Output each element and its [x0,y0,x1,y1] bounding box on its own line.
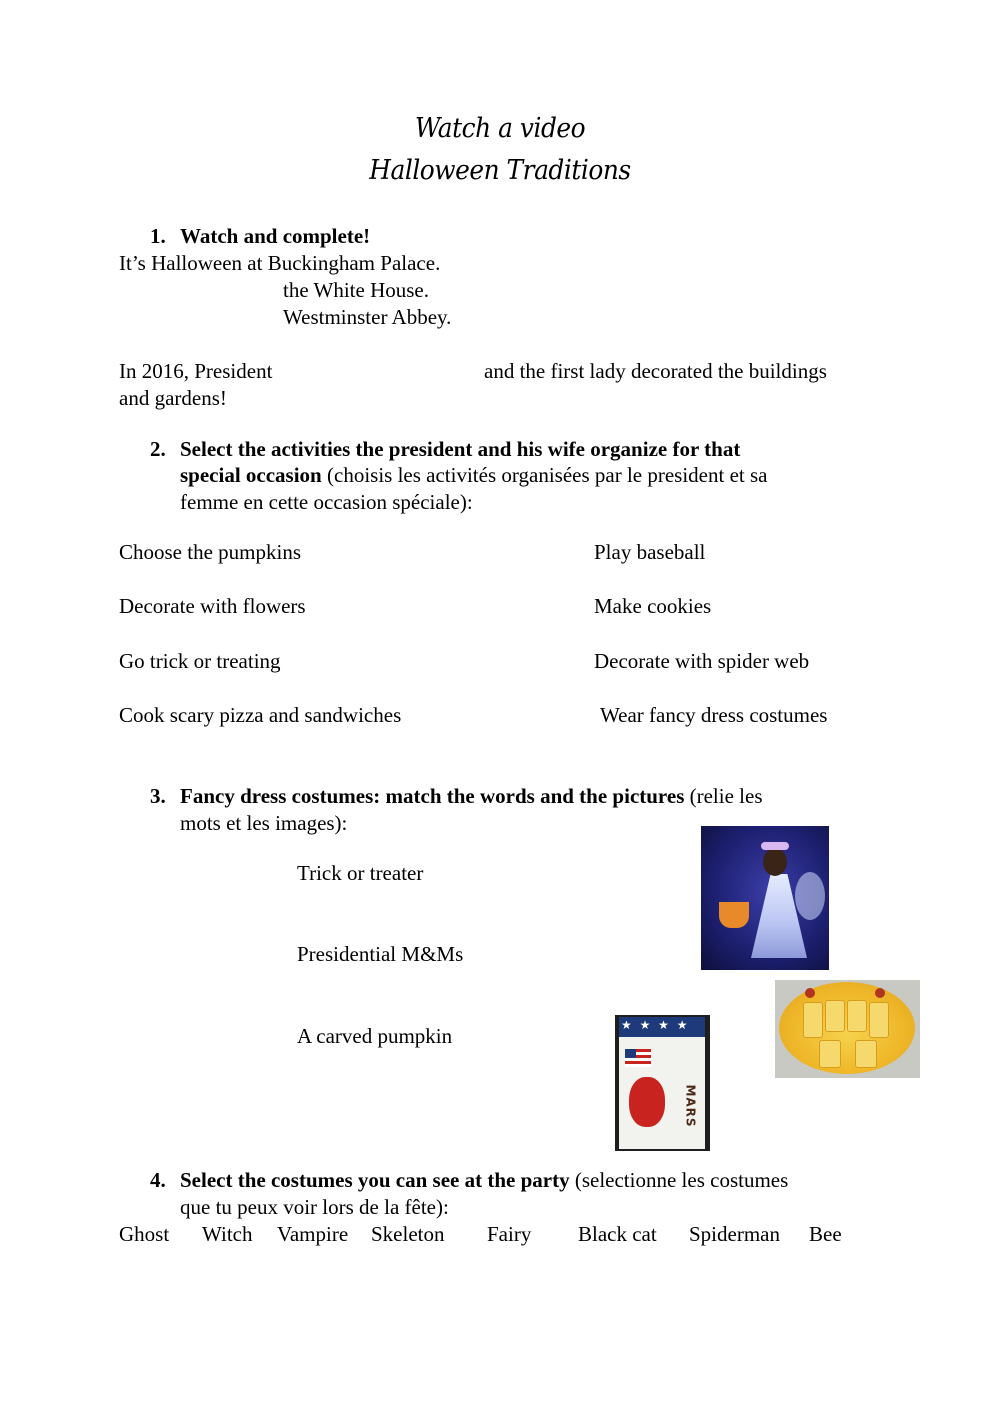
candy-bucket-shape [719,902,749,928]
activity-option[interactable]: Choose the pumpkins [119,540,301,564]
section4-heading-bold: Select the costumes you can see at the party [180,1168,570,1192]
section2-heading-bold: special occasion [180,463,322,487]
section3-heading-line2: mots et les images): [180,811,348,835]
section2-heading-rest: (choisis les activités organisées par le president et sa [321,463,768,487]
pumpkin-eye-shape [805,988,815,998]
section1-sentence-end: and the first lady decorated the buildings [484,359,827,383]
costume-option[interactable]: Vampire [277,1222,349,1246]
section2-heading-line1: Select the activities the president and his wife organize for that [180,437,741,461]
section3-heading-bold: Fancy dress costumes: match the words and the pictures [180,784,685,808]
section1-sentence-cont: and gardens! [119,386,227,410]
activity-option[interactable]: Make cookies [594,594,712,618]
activity-option[interactable]: Decorate with spider web [594,649,810,673]
costume-option[interactable]: Fairy [487,1222,532,1246]
section3-heading-line1 [180,783,763,810]
costume-option[interactable]: Spiderman [689,1222,780,1246]
costume-option[interactable]: Bee [809,1222,842,1246]
star-icon: ★ ★ ★ ★ [621,1018,690,1032]
activity-option[interactable]: Go trick or treating [119,649,281,673]
costume-option[interactable]: Witch [202,1222,253,1246]
activity-option[interactable]: Play baseball [594,540,706,564]
fairy-crown-shape [761,842,789,850]
costume-option[interactable]: Skeleton [371,1222,445,1246]
match-word[interactable]: Trick or treater [297,861,424,885]
section2-number: 2. [150,437,166,461]
activity-option[interactable]: Wear fancy dress costumes [600,703,828,727]
section1-line2: the White House. [283,278,429,302]
pumpkin-tooth-shape [819,1040,841,1068]
section4-heading-line1 [180,1167,788,1194]
costume-option[interactable]: Ghost [119,1222,170,1246]
fairy-head-shape [763,848,787,876]
presidential-mms-photo[interactable] [615,1015,710,1151]
section1-heading: Watch and complete! [180,224,371,248]
pumpkin-tooth-shape [855,1040,877,1068]
activity-option[interactable]: Decorate with flowers [119,594,306,618]
mms-brand-text: MARS [683,1084,698,1128]
pumpkin-tooth-shape [825,1000,845,1032]
section4-heading-line2: que tu peux voir lors de la fête): [180,1195,449,1219]
costume-option[interactable]: Black cat [578,1222,657,1246]
section3-heading-rest: (relie les [684,784,763,808]
fairy-costume-photo[interactable] [701,826,829,970]
section1-sentence-start: In 2016, President [119,359,273,383]
flag-icon [625,1049,651,1067]
section4-heading-rest: (selectionne les costumes [569,1168,789,1192]
match-word[interactable]: A carved pumpkin [297,1024,453,1048]
activity-option[interactable]: Cook scary pizza and sandwiches [119,703,402,727]
section1-line3: Westminster Abbey. [283,305,452,329]
section1-line1: It’s Halloween at Buckingham Palace. [119,251,441,275]
match-word[interactable]: Presidential M&Ms [297,942,464,966]
section1-number: 1. [150,224,166,248]
carved-pumpkin-photo[interactable] [775,980,920,1078]
section2-heading-line2 [180,462,767,489]
section3-number: 3. [150,784,166,808]
worksheet-title-line1: Watch a video [414,113,586,144]
pumpkin-tooth-shape [869,1002,889,1038]
worksheet-title-line2: Halloween Traditions [369,155,631,186]
section2-heading-line3: femme en cette occasion spéciale): [180,490,473,514]
fairy-wing-shape [795,872,825,920]
section4-number: 4. [150,1168,166,1192]
pumpkin-tooth-shape [803,1002,823,1038]
pumpkin-eye-shape [875,988,885,998]
pumpkin-tooth-shape [847,1000,867,1032]
mms-character-shape [629,1077,665,1127]
